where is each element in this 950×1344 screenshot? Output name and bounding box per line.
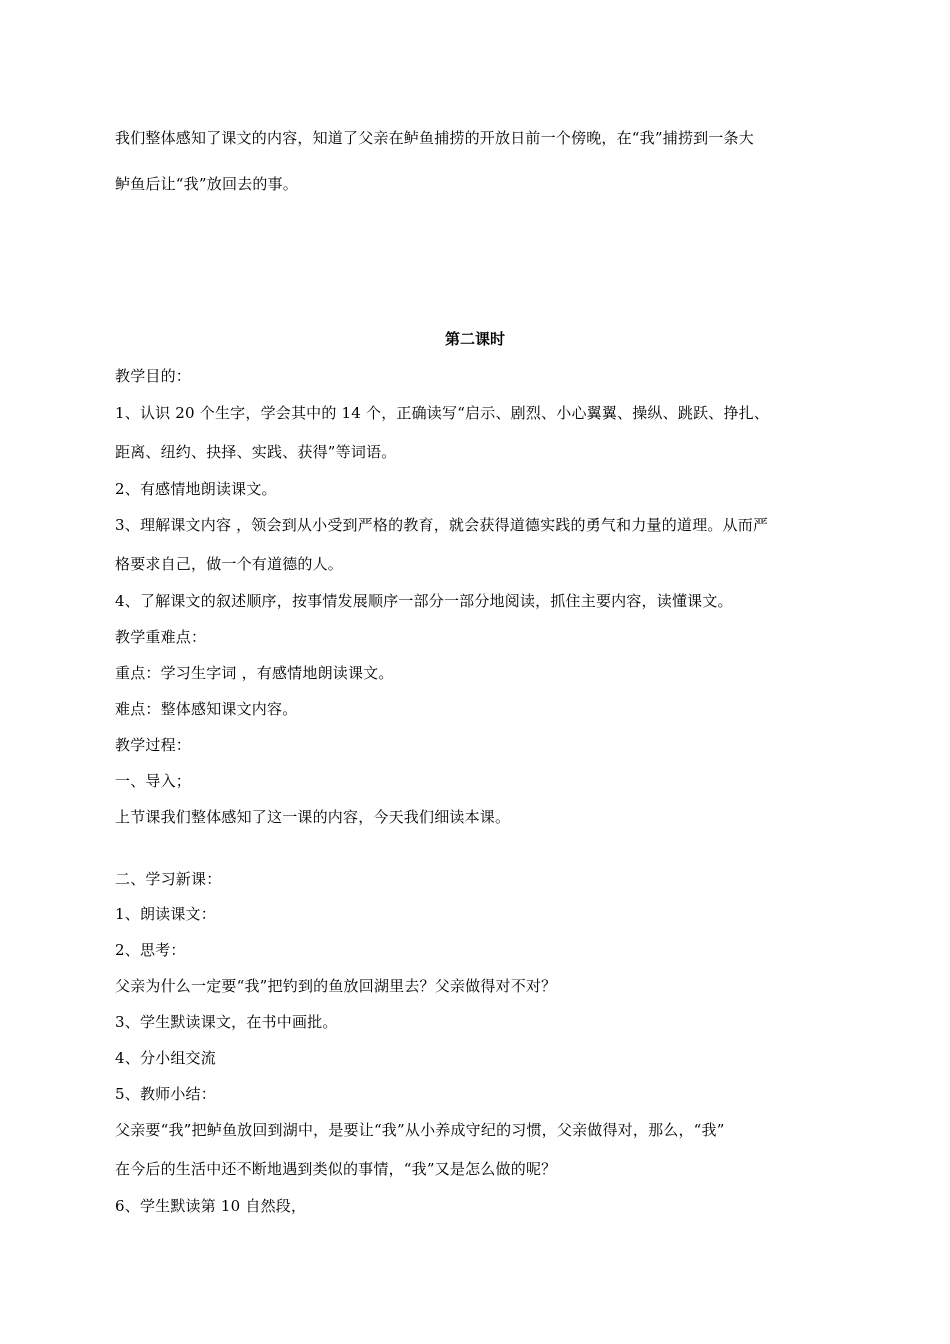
- intro-line-2: 鲈鱼后让“我”放回去的事。: [115, 175, 298, 193]
- step-1: 1、朗读课文：: [115, 905, 216, 923]
- objective-2: 2、有感情地朗读课文。: [115, 480, 277, 498]
- part-2-title: 二、学习新课：: [115, 870, 222, 888]
- objective-1-line-2: 距离、纽约、抉择、实践、获得”等词语。: [115, 443, 397, 461]
- objectives-heading: 教学目的：: [115, 367, 192, 385]
- process-heading: 教学过程：: [115, 736, 192, 754]
- summary-line-2: 在今后的生活中还不断地遇到类似的事情，“我”又是怎么做的呢？: [115, 1160, 557, 1178]
- objective-4: 4、了解课文的叙述顺序，按事情发展顺序一部分一部分地阅读，抓住主要内容，读懂课文。: [115, 592, 733, 610]
- step-6: 6、学生默读第 10 自然段，: [115, 1197, 307, 1215]
- section-title: 第二课时: [444, 330, 505, 348]
- key-points-heading: 教学重难点：: [115, 628, 207, 646]
- step-4: 4、分小组交流: [115, 1049, 216, 1067]
- key-point-focus: 重点：学习生字词 ，有感情地朗读课文。: [115, 664, 394, 682]
- step-3: 3、学生默读课文，在书中画批。: [115, 1013, 338, 1031]
- intro-line-1: 我们整体感知了课文的内容，知道了父亲在鲈鱼捕捞的开放日前一个傍晚，在“我”捕捞到一条大: [115, 129, 754, 147]
- question-text: 父亲为什么一定要“我”把钓到的鱼放回湖里去？父亲做得对不对？: [115, 977, 557, 995]
- step-5: 5、教师小结：: [115, 1085, 216, 1103]
- objective-3-line-2: 格要求自己，做一个有道德的人。: [115, 555, 344, 573]
- objective-1-line-1: 1、认识 20 个生字，学会其中的 14 个，正确读写“启示、剧烈、小心翼翼、操纵、跳跃、挣扎、: [115, 404, 770, 422]
- step-2: 2、思考：: [115, 941, 186, 959]
- summary-line-1: 父亲要“我”把鲈鱼放回到湖中，是要让“我”从小养成守纪的习惯，父亲做得对，那么，“我”: [115, 1121, 725, 1139]
- objective-3-line-1: 3、理解课文内容 ，领会到从小受到严格的教育，就会获得道德实践的勇气和力量的道理。从而严: [115, 516, 769, 534]
- part-1-text: 上节课我们整体感知了这一课的内容，今天我们细读本课。: [115, 808, 511, 826]
- key-point-difficulty: 难点：整体感知课文内容。: [115, 700, 298, 718]
- part-1-title: 一、导入；: [115, 772, 192, 790]
